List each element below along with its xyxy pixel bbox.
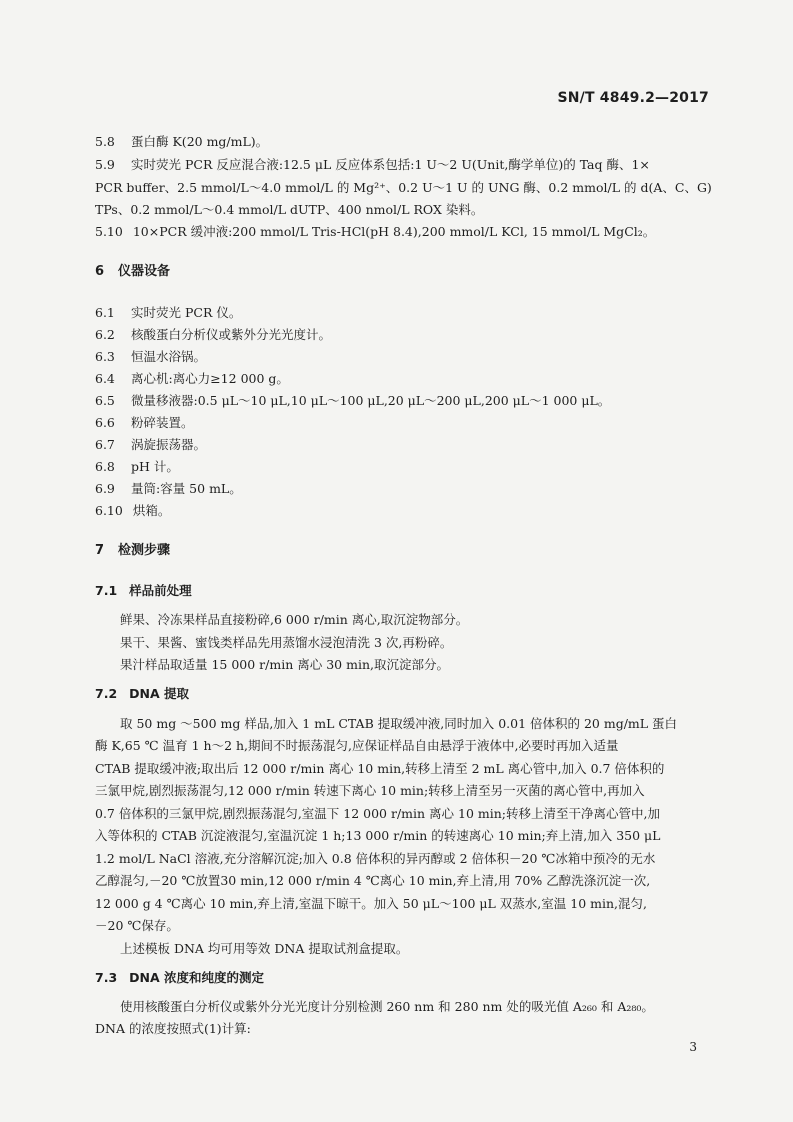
paragraph-line: 入等体积的 CTAB 沉淀液混匀,室温沉淀 1 h;13 000 r/min 的转速离心 10 min;弃上清,加入 350 μL	[95, 828, 661, 843]
clause-6-3	[95, 349, 206, 365]
clause-6-10	[95, 503, 170, 519]
section-number: 7	[95, 543, 105, 558]
section-number: 6	[95, 264, 105, 279]
clause-5-9-cont-1: PCR buffer、2.5 mmol/L～4.0 mmol/L 的 Mg²⁺、0.2 U～1 U 的 UNG 酶、0.2 mmol/L 的 d(A、C、G)	[95, 180, 712, 195]
clause-text: 恒温水浴锅。	[131, 349, 207, 364]
section-7-heading	[95, 543, 170, 559]
paragraph: 果干、果酱、蜜饯类样品先用蒸馏水浸泡清洗 3 次,再粉碎。	[120, 635, 453, 650]
clause-5-9-cont-2: TPs、0.2 mmol/L～0.4 mmol/L dUTP、400 nmol/L ROX 染料。	[95, 202, 484, 217]
paragraph-line: 1.2 mol/L NaCl 溶液,充分溶解沉淀;加入 0.8 倍体积的异丙醇或 2 倍体积－20 ℃冰箱中预冷的无水	[95, 851, 656, 866]
paragraph-line: CTAB 提取缓冲液;取出后 12 000 r/min 离心 10 min,转移上清至 2 mL 离心管中,加入 0.7 倍体积的	[95, 761, 665, 776]
paragraph: 鲜果、冷冻果样品直接粉碎,6 000 r/min 离心,取沉淀物部分。	[120, 612, 469, 627]
standard-code: SN/T 4849.2—2017	[557, 90, 709, 106]
subsection-title: DNA 提取	[129, 686, 190, 701]
clause-number: 5.9	[95, 157, 115, 172]
section-title: 仪器设备	[118, 264, 171, 279]
clause-5-9	[95, 157, 650, 173]
clause-number: 6.1	[95, 305, 115, 320]
clause-number: 6.5	[95, 393, 115, 408]
paragraph-line: 乙醇混匀,－20 ℃放置30 min,12 000 r/min 4 ℃离心 10 min,弃上清,用 70% 乙醇洗涤沉淀一次,	[95, 873, 651, 888]
section-title: 检测步骤	[118, 543, 171, 558]
clause-number: 6.9	[95, 481, 115, 496]
subsection-number: 7.1	[95, 583, 118, 598]
paragraph-line: 0.7 倍体积的三氯甲烷,剧烈振荡混匀,室温下 12 000 r/min 离心 10 min;转移上清至干净离心管中,加	[95, 806, 660, 821]
clause-text: 涡旋振荡器。	[131, 437, 207, 452]
paragraph-line: DNA 的浓度按照式(1)计算:	[95, 1021, 251, 1036]
clause-text: 离心机:离心力≥12 000 g。	[131, 371, 289, 386]
paragraph-line: 三氯甲烷,剧烈振荡混匀,12 000 r/min 转速下离心 10 min;转移上清至另一灭菌的离心管中,再加入	[95, 783, 645, 798]
paragraph-line: 取 50 mg ～500 mg 样品,加入 1 mL CTAB 提取缓冲液,同时加入 0.01 倍体积的 20 mg/mL 蛋白	[120, 716, 678, 731]
clause-number: 6.4	[95, 371, 115, 386]
subsection-7-1-heading	[95, 583, 192, 599]
clause-number: 6.7	[95, 437, 115, 452]
clause-number: 6.2	[95, 327, 115, 342]
clause-6-8	[95, 459, 179, 475]
clause-number: 5.10	[95, 224, 123, 239]
subsection-title: DNA 浓度和纯度的测定	[129, 970, 265, 985]
clause-text: 粉碎装置。	[131, 415, 194, 430]
clause-6-2	[95, 327, 331, 343]
subsection-number: 7.2	[95, 686, 118, 701]
paragraph-line: 12 000 g 4 ℃离心 10 min,弃上清,室温下晾干。加入 50 μL～100 μL 双蒸水,室温 10 min,混匀,	[95, 896, 647, 911]
paragraph-line: －20 ℃保存。	[95, 918, 179, 933]
paragraph-line: 使用核酸蛋白分析仪或紫外分光光度计分别检测 260 nm 和 280 nm 处的吸光值 A₂₆₀ 和 A₂₈₀。	[120, 999, 654, 1014]
clause-number: 5.8	[95, 134, 115, 149]
clause-6-7	[95, 437, 206, 453]
clause-text: pH 计。	[131, 459, 179, 474]
section-6-heading	[95, 264, 170, 280]
clause-5-8	[95, 134, 268, 150]
subsection-7-3-heading	[95, 970, 264, 986]
subsection-number: 7.3	[95, 970, 118, 985]
clause-text: 蛋白酶 K(20 mg/mL)。	[131, 134, 269, 149]
clause-text: 量筒:容量 50 mL。	[131, 481, 242, 496]
clause-5-10	[95, 224, 655, 240]
clause-text: 实时荧光 PCR 仪。	[131, 305, 242, 320]
clause-text: 实时荧光 PCR 反应混合液:12.5 μL 反应体系包括:1 U～2 U(Unit,酶学单位)的 Taq 酶、1×	[131, 157, 650, 172]
clause-6-1	[95, 305, 241, 321]
subsection-title: 样品前处理	[129, 583, 192, 598]
page-number: 3	[689, 1040, 697, 1054]
clause-text: 核酸蛋白分析仪或紫外分光光度计。	[131, 327, 332, 342]
clause-6-4	[95, 371, 289, 387]
subsection-7-2-heading	[95, 686, 189, 702]
clause-number: 6.8	[95, 459, 115, 474]
paragraph: 果汁样品取适量 15 000 r/min 离心 30 min,取沉淀部分。	[120, 657, 449, 672]
clause-number: 6.10	[95, 503, 123, 518]
clause-number: 6.3	[95, 349, 115, 364]
clause-text: 10×PCR 缓冲液:200 mmol/L Tris-HCl(pH 8.4),200 mmol/L KCl, 15 mmol/L MgCl₂。	[132, 224, 656, 239]
clause-number: 6.6	[95, 415, 115, 430]
clause-6-9	[95, 481, 242, 497]
clause-6-6	[95, 415, 194, 431]
paragraph-note: 上述模板 DNA 均可用等效 DNA 提取试剂盒提取。	[120, 941, 409, 956]
clause-text: 微量移液器:0.5 μL～10 μL,10 μL～100 μL,20 μL～200 μL,200 μL～1 000 μL。	[131, 393, 611, 408]
clause-6-5	[95, 393, 610, 409]
clause-text: 烘箱。	[132, 503, 171, 518]
paragraph-line: 酶 K,65 ℃ 温育 1 h～2 h,期间不时振荡混匀,应保证样品自由悬浮于液体中,必要时再加入适量	[95, 738, 619, 753]
